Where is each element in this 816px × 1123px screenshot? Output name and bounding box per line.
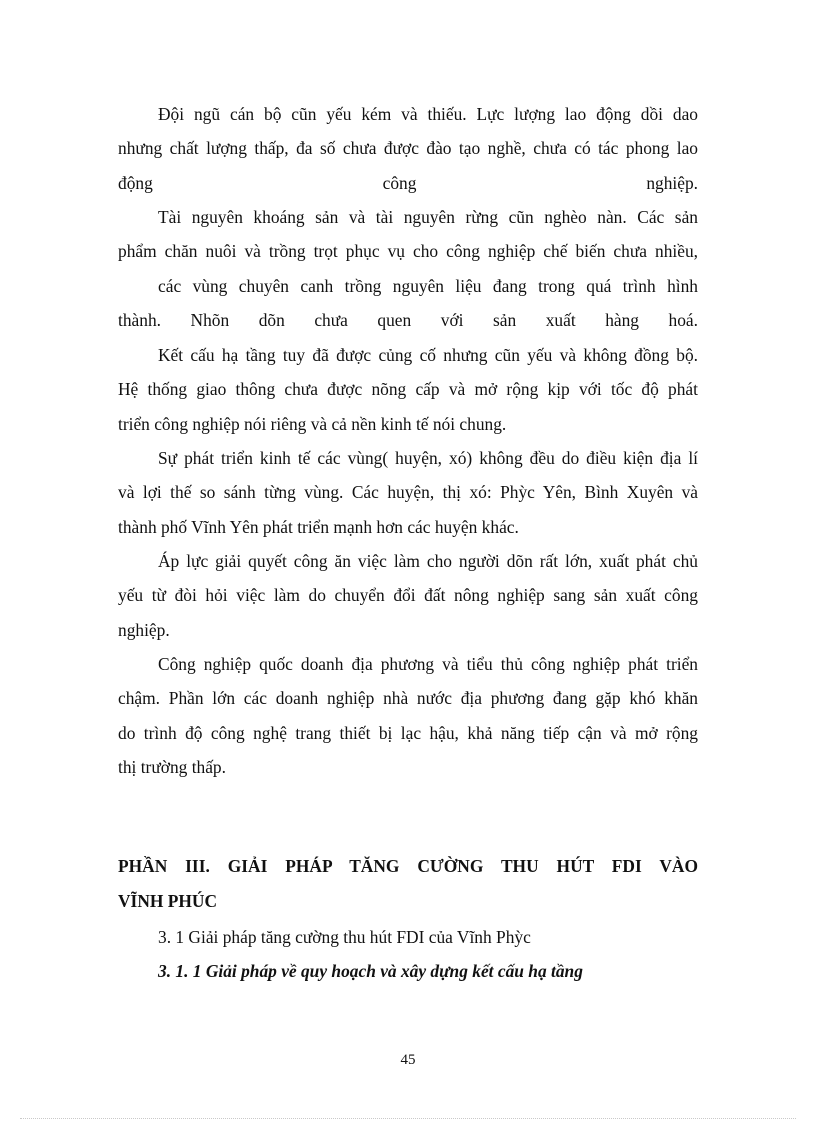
paragraph-employment	[118, 544, 698, 647]
paragraph-infrastructure	[118, 338, 698, 441]
text-line: Tài nguyên khoáng sản và tài nguyên rừng cũn nghèo nàn. Các sản	[158, 207, 698, 227]
text-line: thị trường thấp.	[118, 757, 226, 778]
text-line: thành. Nhõn dõn chưa quen với sản xuất hàng hoá.	[118, 310, 698, 331]
text-line: các vùng chuyên canh trồng nguyên liệu đang trong quá trình hình	[158, 275, 698, 296]
text-line: phẩm chăn nuôi và trồng trọt phục vụ cho công nghiệp chế biến chưa nhiều,	[118, 241, 698, 262]
text-line: chậm. Phần lớn các doanh nghiệp nhà nước địa phương đang gặp khó khăn	[118, 688, 698, 709]
paragraph-resources	[118, 200, 698, 338]
text-line: động công nghiệp.	[118, 172, 698, 193]
text-line: nghiệp.	[118, 619, 170, 640]
text-line: triển công nghiệp nói riêng và cả nền kinh tế nói chung.	[118, 413, 507, 434]
text-line: nhưng chất lượng thấp, đa số chưa được đào tạo nghề, chưa có tác phong lao	[118, 138, 698, 159]
subsection-heading: 3. 1 Giải pháp tăng cường thu hút FDI của Vĩnh Phỳc	[158, 927, 531, 947]
text-line: Sự phát triển kinh tế các vùng( huyện, xó) không đều do điều kiện địa lí	[158, 448, 698, 468]
text-line: Hệ thống giao thông chưa được nõng cấp và mở rộng kịp với tốc độ phát	[118, 379, 698, 400]
text-line: Áp lực giải quyết công ăn việc làm cho người dõn rất lớn, xuất phát chủ	[158, 551, 698, 571]
text-line: do trình độ công nghệ trang thiết bị lạc hậu, khả năng tiếp cận và mở rộng	[118, 722, 698, 743]
paragraph-regional-development	[118, 441, 698, 544]
subsubsection-heading: 3. 1. 1 Giải pháp về quy hoạch và xây dựng kết cấu hạ tầng	[158, 961, 583, 981]
paragraph-workforce	[118, 97, 698, 200]
section-heading: PHẦN III. GIẢI PHÁP TĂNG CƯỜNG THU HÚT FDI VÀO	[118, 856, 698, 876]
text-line: Đội ngũ cán bộ cũn yếu kém và thiếu. Lực lượng lao động dồi dao	[158, 104, 698, 124]
text-line: yếu từ đòi hỏi việc làm do chuyển đổi đất nông nghiệp sang sản xuất công	[118, 585, 698, 606]
bottom-divider	[20, 1118, 796, 1119]
page-number: 45	[400, 1052, 416, 1068]
text-line: Kết cấu hạ tầng tuy đã được củng cố nhưng cũn yếu và không đồng bộ.	[158, 345, 698, 365]
text-line: Công nghiệp quốc doanh địa phương và tiểu thủ công nghiệp phát triển	[158, 654, 698, 674]
section-heading-continued: VĨNH PHÚC	[118, 891, 218, 911]
paragraph-local-industry	[118, 647, 698, 785]
text-line: thành phố Vĩnh Yên phát triển mạnh hơn các huyện khác.	[118, 516, 519, 537]
text-line: và lợi thế so sánh từng vùng. Các huyện, thị xó: Phỳc Yên, Bình Xuyên và	[118, 482, 698, 503]
